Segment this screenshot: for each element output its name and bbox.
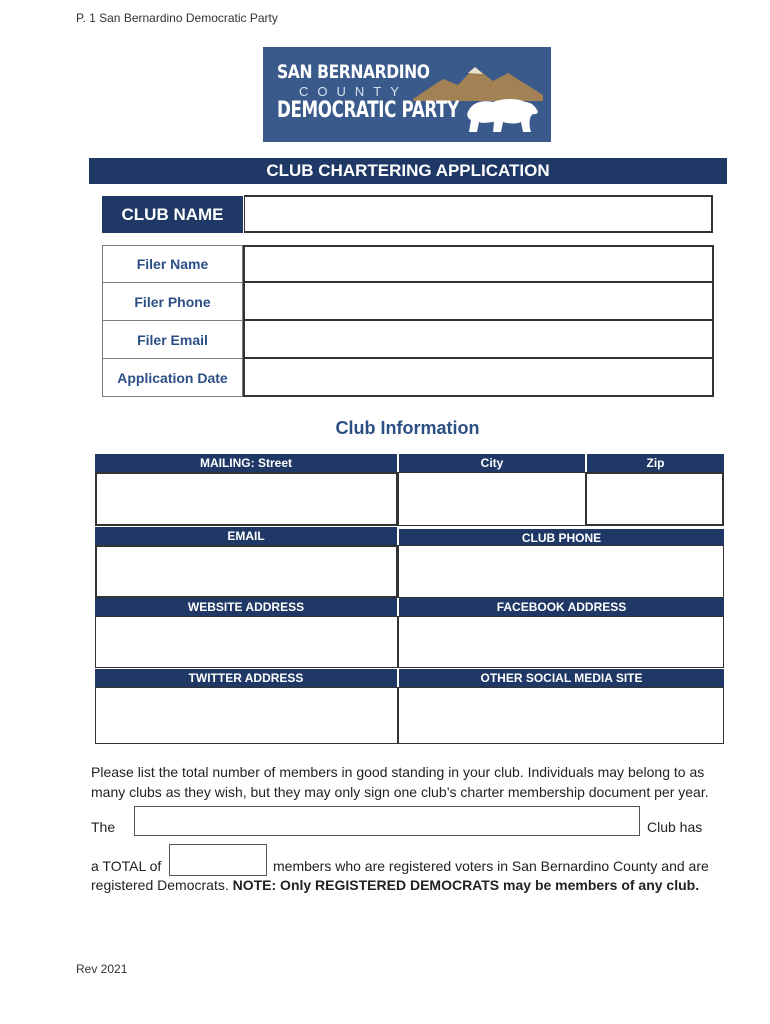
filer-row (102, 321, 714, 359)
email-input[interactable] (95, 545, 398, 598)
club-phone-input[interactable] (398, 545, 724, 598)
bear-icon (463, 92, 541, 134)
filer-row (102, 359, 714, 397)
club-information-grid (95, 454, 724, 744)
club-name-label: CLUB NAME (102, 196, 243, 233)
logo-text-line1: SAN BERNARDINO (277, 61, 430, 83)
filer-email-input[interactable] (243, 321, 714, 359)
street-header: MAILING: Street (95, 454, 397, 472)
revision-footer: Rev 2021 (76, 962, 128, 976)
zip-input[interactable] (585, 472, 724, 526)
member-count-input[interactable] (169, 844, 267, 876)
street-input[interactable] (95, 472, 398, 526)
note-text: NOTE: Only REGISTERED DEMOCRATS may be members of any club. (232, 877, 700, 893)
total-of-label: a TOTAL of (91, 858, 162, 874)
registered-democrats-text: registered Democrats. (91, 877, 233, 893)
club-phone-header: CLUB PHONE (399, 529, 724, 547)
logo-text-line3: DEMOCRATIC PARTY (277, 98, 459, 123)
club-has-label: Club has (647, 819, 703, 835)
club-information-heading: Club Information (335, 418, 480, 438)
filer-phone-input[interactable] (243, 283, 714, 321)
website-header: WEBSITE ADDRESS (95, 598, 397, 616)
facebook-header: FACEBOOK ADDRESS (399, 598, 724, 616)
city-header: City (399, 454, 585, 472)
other-social-input[interactable] (398, 687, 724, 744)
filer-phone-label: Filer Phone (102, 283, 243, 321)
filer-name-label: Filer Name (102, 245, 243, 283)
logo-text-line2: COUNTY (299, 84, 408, 99)
club-name-input[interactable] (244, 195, 713, 233)
filer-email-label: Filer Email (102, 321, 243, 359)
application-date-label: Application Date (102, 359, 243, 397)
website-input[interactable] (95, 616, 398, 668)
twitter-header: TWITTER ADDRESS (95, 669, 397, 687)
email-header: EMAIL (95, 527, 397, 545)
membership-instructions: Please list the total number of members in good standing in your club. Individuals may belong to as many clubs as they wish, but they may only sign one club’s charter membership document per year. (91, 764, 709, 800)
page-header: P. 1 San Bernardino Democratic Party (76, 11, 278, 25)
club-name-sentence-input[interactable] (134, 806, 640, 836)
zip-header: Zip (587, 454, 724, 472)
registered-democrats-line (91, 877, 699, 893)
form-title: CLUB CHARTERING APPLICATION (89, 158, 727, 184)
the-label: The (91, 819, 116, 835)
filer-info-table (102, 245, 714, 397)
filer-row (102, 283, 714, 321)
application-date-input[interactable] (243, 359, 714, 397)
twitter-input[interactable] (95, 687, 398, 744)
party-logo (263, 47, 551, 142)
city-input[interactable] (398, 472, 586, 526)
filer-name-input[interactable] (243, 245, 714, 283)
filer-row (102, 245, 714, 283)
registered-voters-text: members who are registered voters in San Bernardino County and are (273, 858, 709, 874)
other-social-header: OTHER SOCIAL MEDIA SITE (399, 669, 724, 687)
facebook-input[interactable] (398, 616, 724, 668)
